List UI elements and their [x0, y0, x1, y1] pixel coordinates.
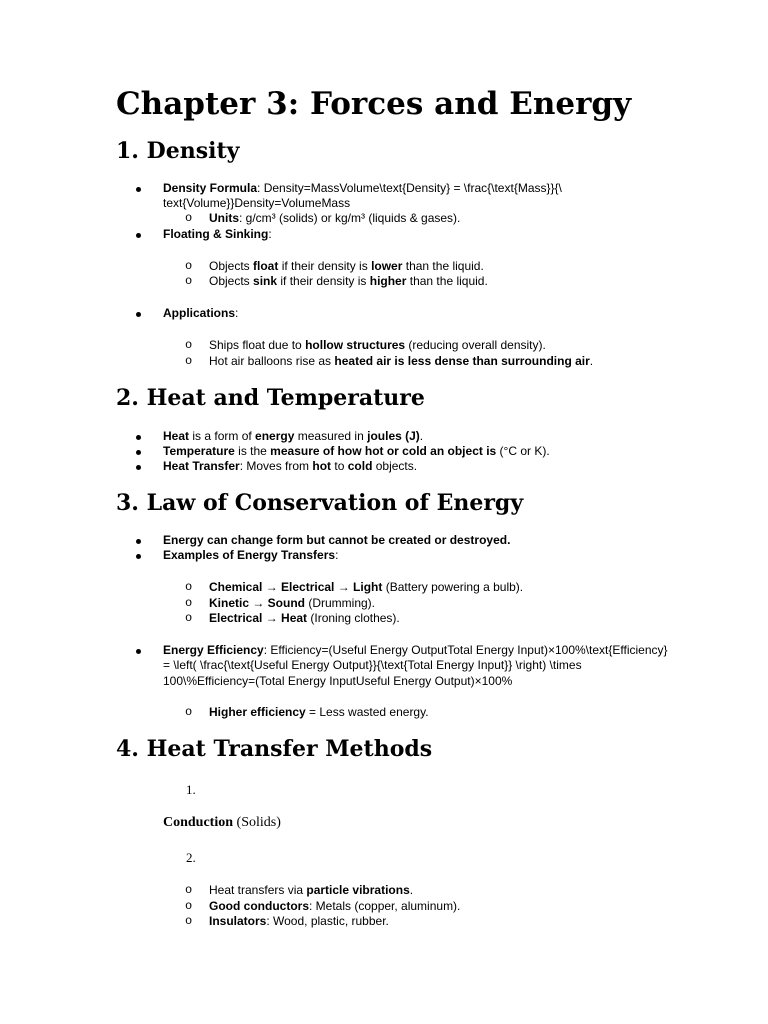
efficiency-line-2: = \left( \frac{\text{Useful Energy Output}}{\text{Total Energy Input}} \right) \times: [163, 658, 582, 672]
example-kinetic-line: Kinetic → Sound (Drumming).: [209, 596, 376, 610]
sub-bullet: o: [185, 354, 193, 368]
heat-line: Heat is a form of energy measured in joules (J).: [163, 429, 424, 443]
bullet-dot: [136, 181, 141, 196]
sub-bullet: o: [185, 899, 193, 913]
efficiency-formula-text: : Efficiency=(Useful Energy OutputTotal Energy Input)×100%\text{Efficiency}: [263, 643, 668, 657]
particle-vibrations-line: Heat transfers via particle vibrations.: [209, 883, 414, 897]
bullet-dot: [136, 306, 141, 321]
example-chemical-line: Chemical → Electrical → Light (Battery powering a bulb).: [209, 580, 524, 594]
sub-bullet: o: [185, 883, 193, 897]
section-heading-density: 1. Density: [116, 138, 240, 164]
sub-bullet: o: [185, 338, 193, 352]
floating-sinking-label: Floating & Sinking: [163, 227, 269, 241]
conduction-heading: Conduction (Solids): [163, 815, 281, 830]
higher-efficiency-line: Higher efficiency = Less wasted energy.: [209, 705, 429, 719]
applications-label: Applications: [163, 306, 236, 320]
sub-bullet: o: [185, 259, 193, 273]
ships-line: Ships float due to hollow structures (reducing overall density).: [209, 338, 546, 352]
units-label: Units: [209, 211, 239, 225]
numbered-item-2: 2.: [186, 850, 196, 865]
floating-sinking-line: Floating & Sinking:: [163, 227, 272, 241]
heat-transfer-line: Heat Transfer: Moves from hot to cold objects.: [163, 459, 418, 473]
efficiency-line-3: 100\%Efficiency=(Total Energy InputUseful Energy Output)×100%: [163, 674, 513, 688]
bullet-dot: [136, 548, 141, 563]
density-formula-line: [163, 181, 562, 197]
units-text: : g/cm³ (solids) or kg/m³ (liquids & gases).: [239, 211, 461, 225]
units-line: [209, 211, 460, 227]
balloon-line: Hot air balloons rise as heated air is less dense than surrounding air.: [209, 354, 594, 368]
density-formula-label: Density Formula: [163, 181, 258, 195]
insulators-line: Insulators: Wood, plastic, rubber.: [209, 914, 389, 928]
chapter-title: Chapter 3: Forces and Energy: [116, 86, 632, 122]
section-heading-conservation: 3. Law of Conservation of Energy: [116, 490, 524, 516]
sub-bullet: o: [185, 705, 193, 719]
good-conductors-line: Good conductors: Metals (copper, aluminum).: [209, 899, 461, 913]
numbered-item-1: 1.: [186, 782, 196, 797]
density-formula-text: : Density=MassVolume\text{Density} = \frac{\text{Mass}}{\: [257, 181, 562, 195]
applications-line: Applications:: [163, 306, 239, 320]
sink-line: Objects sink if their density is higher than the liquid.: [209, 274, 488, 288]
density-formula-line-2: text{Volume}}Density=VolumeMass: [163, 196, 351, 210]
bullet-dot: [136, 643, 141, 658]
sub-bullet: o: [185, 580, 193, 594]
example-electrical-line: Electrical → Heat (Ironing clothes).: [209, 611, 400, 625]
sub-bullet: o: [185, 596, 193, 610]
section-heading-heat-temperature: 2. Heat and Temperature: [116, 385, 425, 411]
bullet-dot: [136, 429, 141, 444]
bullet-dot: [136, 227, 141, 242]
examples-line: Examples of Energy Transfers:: [163, 548, 339, 562]
bullet-dot: [136, 459, 141, 474]
efficiency-line: [163, 643, 668, 659]
sub-bullet: o: [185, 211, 193, 225]
sub-bullet: o: [185, 274, 193, 288]
examples-label: Examples of Energy Transfers: [163, 548, 336, 562]
temperature-line: Temperature is the measure of how hot or cold an object is (°C or K).: [163, 444, 550, 458]
conservation-law-line: Energy can change form but cannot be created or destroyed.: [163, 533, 511, 547]
bullet-dot: [136, 533, 141, 548]
sub-bullet: o: [185, 914, 193, 928]
sub-bullet: o: [185, 611, 193, 625]
efficiency-label: Energy Efficiency: [163, 643, 264, 657]
section-heading-heat-transfer-methods: 4. Heat Transfer Methods: [116, 736, 433, 762]
float-line: Objects float if their density is lower than the liquid.: [209, 259, 484, 273]
bullet-dot: [136, 444, 141, 459]
